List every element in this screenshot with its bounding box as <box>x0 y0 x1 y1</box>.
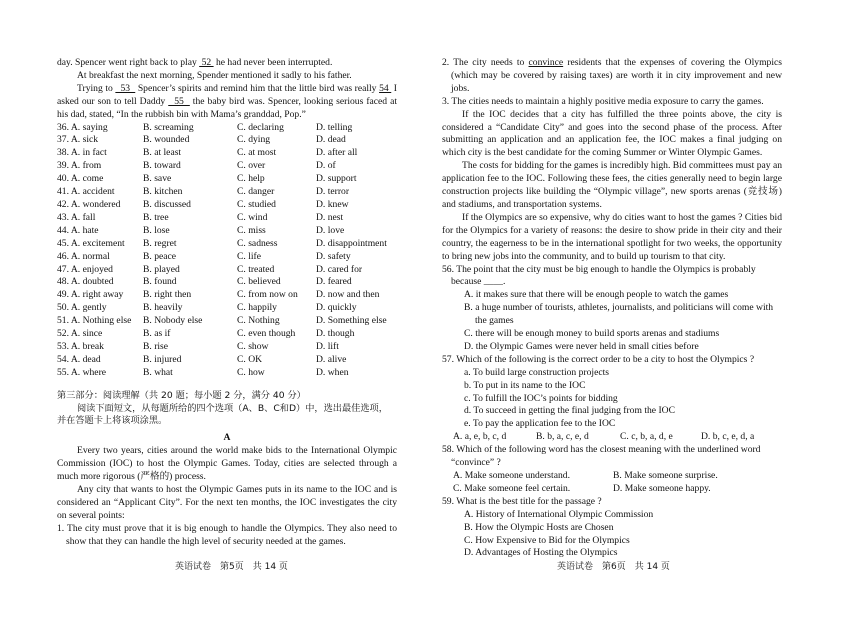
q58-choice-c: C. Make someone feel certain. <box>453 482 571 494</box>
option-cell: 51. A. Nothing else <box>57 315 132 327</box>
option-cell: 39. A. from <box>57 160 102 172</box>
q59-choice-c: C. How Expensive to Bid for the Olympics <box>464 534 630 546</box>
section-instructions: 阅读下面短文，从每题所给的四个选项（A、B、C和D）中，选出最佳选项，并在答题卡上将该项涂黑。 <box>57 402 388 427</box>
option-row <box>57 264 397 277</box>
option-cell: C. OK <box>237 353 263 365</box>
option-cell: D. lift <box>316 340 339 352</box>
cloze-options <box>57 122 397 380</box>
question-56-stem: 56. The point that the city must be big enough to handle the Olympics is probably because ____. <box>442 263 756 288</box>
option-cell: B. peace <box>143 250 177 262</box>
q57-choices <box>442 431 782 444</box>
option-cell: C. studied <box>237 198 276 210</box>
option-row <box>57 238 397 251</box>
q58-choice-d: D. Make someone happy. <box>613 482 711 494</box>
option-cell: D. knew <box>316 198 349 210</box>
question-58-stem: 58. Which of the following word has the closest meaning with the underlined word “convince” ? <box>442 444 761 469</box>
option-cell: C. how <box>237 366 265 378</box>
option-cell: D. telling <box>316 121 353 133</box>
option-cell: B. wounded <box>143 134 190 146</box>
option-row <box>57 341 397 354</box>
passage-paragraph-1: Every two years, cities around the world make bids to the International Olympic Commission (IOC) to host the Olympic Games. Today, cities are selected through a much more rigorous (严格的) process. <box>57 445 397 483</box>
option-cell: C. dying <box>237 134 271 146</box>
q59-choice-a: A. History of International Olympic Commission <box>464 508 654 520</box>
option-row <box>57 276 397 289</box>
q56-choice-a: A. it makes sure that there will be enough people to watch the games <box>464 289 729 301</box>
q57-step-b: b. To put in its name to the IOC <box>464 379 586 391</box>
passage-paragraph-2: Any city that wants to host the Olympic Games puts in its name to the IOC and is considered an “Applicant City”. For the next ten months, the IOC investigates the city on several points: <box>57 484 397 521</box>
option-cell: C. Nothing <box>237 315 280 327</box>
option-cell: B. tree <box>143 211 169 223</box>
option-row <box>57 212 397 225</box>
option-cell: D. feared <box>316 276 352 288</box>
option-cell: B. at least <box>143 147 182 159</box>
option-cell: B. lose <box>143 224 170 236</box>
option-row <box>57 134 397 147</box>
option-cell: B. heavily <box>143 302 183 314</box>
option-cell: B. right then <box>143 289 192 301</box>
passage-paragraph-5: If the Olympics are so expensive, why do cities want to host the games ? Cities bid for the Olympics for a variety of reasons: the desire to show pride in their city and their country, the eagerness to be in the international spotlight for two weeks, the opportunity to bring new jobs into the community, and to build up tourism to that city. <box>442 211 782 262</box>
q57-step-e: e. To pay the application fee to the IOC <box>464 418 616 430</box>
option-cell: 41. A. accident <box>57 186 115 198</box>
option-row <box>57 302 397 315</box>
option-cell: C. declaring <box>237 121 284 133</box>
option-cell: D. safety <box>316 250 351 262</box>
option-cell: D. Something else <box>316 315 387 327</box>
q56-choice-d: D. the Olympic Games were never held in small cities before <box>464 340 699 352</box>
option-cell: C. happily <box>237 302 277 314</box>
option-cell: 44. A. hate <box>57 224 99 236</box>
option-row <box>57 147 397 160</box>
option-cell: D. quickly <box>316 302 357 314</box>
option-cell: 53. A. break <box>57 340 104 352</box>
option-cell: D. though <box>316 328 355 340</box>
passage-point-2: 2. The city needs to convince residents that the expenses of covering the Olympics (which may be covered by raising taxes) are worth it in city improvement and new jobs. <box>442 57 782 94</box>
option-cell: D. love <box>316 224 345 236</box>
option-cell: D. terror <box>316 186 350 198</box>
q56-choice-b: B. a huge number of tourists, athletes, journalists, and politicians will come with the games <box>464 302 774 327</box>
option-cell: 36. A. saying <box>57 121 108 133</box>
option-row <box>57 186 397 199</box>
option-row <box>57 160 397 173</box>
option-cell: D. support <box>316 173 357 185</box>
q57-step-c: c. To fulfill the IOC’s points for bidding <box>464 392 618 404</box>
intro-line-1: day. Spencer went right back to play 52 he had never been interrupted. <box>57 57 333 68</box>
option-cell: B. played <box>143 263 180 275</box>
option-cell: D. cared for <box>316 263 363 275</box>
option-cell: C. believed <box>237 276 281 288</box>
option-cell: D. after all <box>316 147 358 159</box>
passage-letter: A <box>223 432 231 444</box>
option-row <box>57 199 397 212</box>
option-cell: C. miss <box>237 224 266 236</box>
section-title: 第三部分：阅读理解（共 20 题；每小题 2 分，满分 40 分） <box>57 389 306 401</box>
option-cell: 49. A. right away <box>57 289 124 301</box>
option-cell: C. help <box>237 173 265 185</box>
left-page <box>57 57 397 549</box>
passage-paragraph-3: If the IOC decides that a city has fulfilled the three points above, the city is considered a “Candidate City” and goes into the second phase of the process. After submitting an application and an application fee, the IOC makes a final judging on which city is the best candidate for the coming Summer or Winter Olympic Games. <box>442 108 782 159</box>
option-cell: B. save <box>143 173 172 185</box>
q57-step-d: d. To succeed in getting the final judging from the IOC <box>464 405 675 417</box>
option-cell: C. wind <box>237 211 268 223</box>
q57-choice-d: D. b, c, e, d, a <box>701 431 755 443</box>
q58-choice-a: A. Make someone understand. <box>453 470 570 481</box>
option-cell: B. Nobody else <box>143 315 203 327</box>
option-cell: 43. A. fall <box>57 211 96 223</box>
passage-point-1: 1. The city must prove that it is big enough to handle the Olympics. They also need to show that they can handle the high level of security needed at the games. <box>57 522 397 547</box>
option-cell: 38. A. in fact <box>57 147 107 159</box>
option-row <box>57 289 397 302</box>
option-row <box>57 315 397 328</box>
intro-line-2: At breakfast the next morning, Spender mentioned it sadly to his father. <box>77 69 352 81</box>
option-cell: B. discussed <box>143 198 191 210</box>
option-row <box>57 328 397 341</box>
footer-page-5: 英语试卷 第5页 共 14 页 <box>175 562 288 572</box>
q57-choice-b: B. b, a, c, e, d <box>536 431 589 443</box>
option-cell: C. sadness <box>237 237 278 249</box>
option-cell: D. when <box>316 366 349 378</box>
option-cell: B. regret <box>143 237 177 249</box>
right-page <box>442 57 782 560</box>
question-57-stem: 57. Which of the following is the correct order to be a city to host the Olympics ? <box>442 353 755 365</box>
option-cell: 45. A. excitement <box>57 237 125 249</box>
option-cell: 55. A. where <box>57 366 107 378</box>
option-cell: B. screaming <box>143 121 194 133</box>
option-cell: 50. A. gently <box>57 302 107 314</box>
q58-choices <box>442 470 782 496</box>
option-cell: B. rise <box>143 340 169 352</box>
option-cell: C. show <box>237 340 269 352</box>
passage-paragraph-4: The costs for bidding for the games is incredibly high. Bid committees must pay an application fee to the IOC. Following these fees, the cities generally need to begin large construction projects like building the “Olympic village”, new sports arenas (竞技场) and stadiums, and transportation systems. <box>442 160 782 210</box>
option-cell: B. kitchen <box>143 186 183 198</box>
option-cell: B. as if <box>143 328 171 340</box>
option-cell: B. injured <box>143 353 182 365</box>
option-cell: C. over <box>237 160 266 172</box>
q59-choice-d: D. Advantages of Hosting the Olympics <box>464 547 618 559</box>
intro-line-3: Trying to 53 Spencer’s spirits and remind him that the little bird was really 54 I asked our son to tell Daddy 55 the baby bird was. Spencer, looking serious faced at his dad, stated, “In the rubbish bin with Mama’s granddad, Pop.” <box>57 82 398 120</box>
option-cell: 48. A. doubted <box>57 276 114 288</box>
option-cell: D. alive <box>316 353 347 365</box>
option-row <box>57 354 397 367</box>
option-row <box>57 122 397 135</box>
q59-choice-b: B. How the Olympic Hosts are Chosen <box>464 521 614 533</box>
option-row <box>57 173 397 186</box>
footer-page-6: 英语试卷 第6页 共 14 页 <box>557 562 670 572</box>
option-cell: C. even though <box>237 328 296 340</box>
option-cell: 47. A. enjoyed <box>57 263 113 275</box>
option-cell: B. toward <box>143 160 181 172</box>
option-cell: B. found <box>143 276 177 288</box>
q57-choice-a: A. a, e, b, c, d <box>453 431 507 443</box>
passage-point-3: 3. The cities needs to maintain a highly positive media exposure to carry the games. <box>442 95 764 107</box>
option-cell: 42. A. wondered <box>57 198 121 210</box>
option-cell: D. dead <box>316 134 346 146</box>
option-cell: C. treated <box>237 263 275 275</box>
option-cell: 40. A. come <box>57 173 104 185</box>
option-cell: B. what <box>143 366 173 378</box>
question-59-stem: 59. What is the best title for the passage ? <box>442 495 602 507</box>
option-cell: D. now and then <box>316 289 380 301</box>
option-cell: C. danger <box>237 186 275 198</box>
option-cell: 54. A. dead <box>57 353 101 365</box>
option-cell: 37. A. sick <box>57 134 99 146</box>
option-cell: 52. A. since <box>57 328 103 340</box>
option-row <box>57 251 397 264</box>
option-cell: D. nest <box>316 211 344 223</box>
option-cell: D. of <box>316 160 336 172</box>
option-row <box>57 225 397 238</box>
option-cell: C. from now on <box>237 289 298 301</box>
q57-step-a: a. To build large construction projects <box>464 366 609 378</box>
q58-choice-b: B. Make someone surprise. <box>613 470 718 481</box>
option-cell: C. at most <box>237 147 277 159</box>
q56-choice-c: C. there will be enough money to build sports arenas and stadiums <box>464 328 720 340</box>
option-cell: C. life <box>237 250 261 262</box>
option-cell: 46. A. normal <box>57 250 110 262</box>
option-cell: D. disappointment <box>316 237 387 249</box>
q57-choice-c: C. c, b, a, d, e <box>620 431 673 443</box>
option-row <box>57 367 397 380</box>
